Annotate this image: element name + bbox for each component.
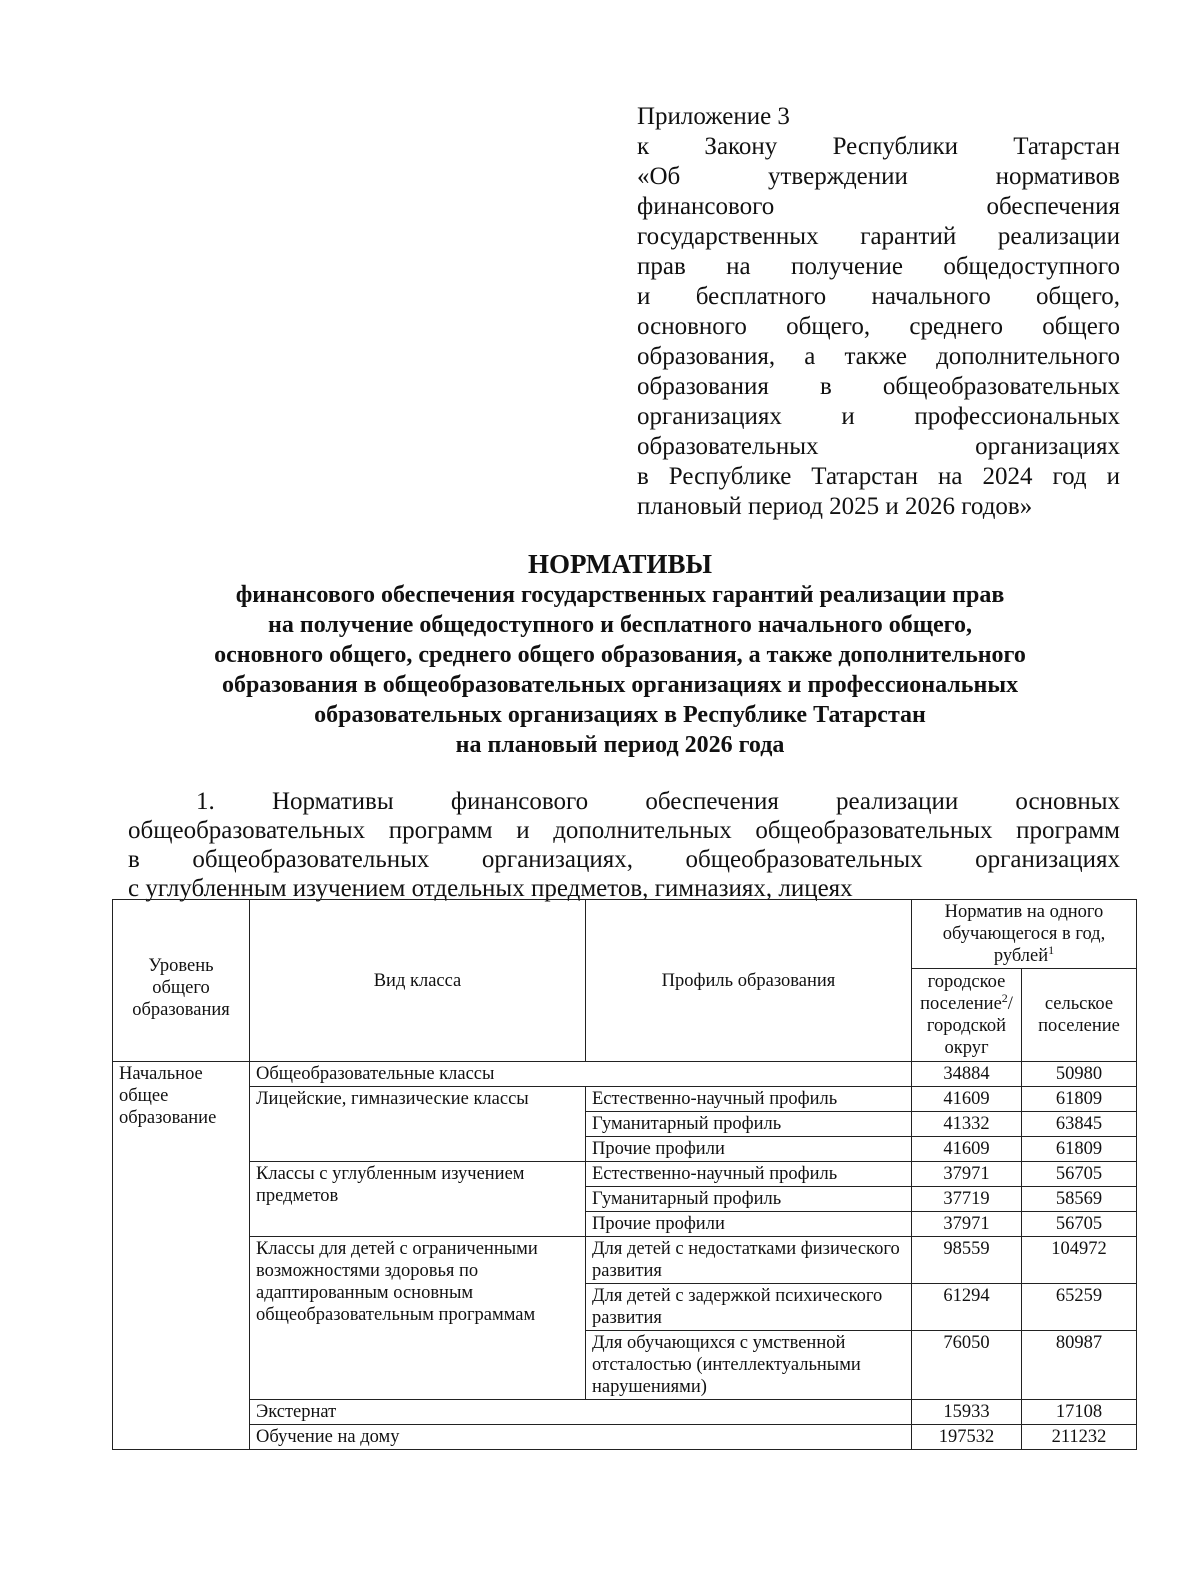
header-rural: сельское поселение [1022,969,1137,1062]
rural-value: 211232 [1022,1425,1137,1450]
rural-value: 104972 [1022,1237,1137,1284]
profile-cell: Гуманитарный профиль [586,1187,912,1212]
document-heading [120,548,1120,760]
urban-value: 37971 [912,1212,1022,1237]
header-profile: Профиль образования [586,900,912,1062]
table-row [113,1162,1137,1187]
table-row [113,1062,1137,1087]
profile-cell: Для детей с недостатками физического развития [586,1237,912,1284]
footnote-mark: 1 [1048,942,1055,957]
subtitle-line: образовательных организациях в Республике Татарстан [314,702,926,728]
footnote-mark: 2 [1001,990,1008,1005]
class-type-cell: Обучение на дому [250,1425,912,1450]
profile-cell: Естественно-научный профиль [586,1162,912,1187]
urban-value: 41332 [912,1112,1022,1137]
rural-value: 80987 [1022,1331,1137,1400]
table-row [113,1237,1137,1284]
rural-value: 56705 [1022,1212,1137,1237]
header-urban [912,969,1022,1062]
urban-value: 41609 [912,1137,1022,1162]
rural-value: 61809 [1022,1137,1137,1162]
profile-cell: Гуманитарный профиль [586,1112,912,1137]
profile-cell: Естественно-научный профиль [586,1087,912,1112]
appendix-line: плановый период 2025 и 2026 годов» [637,493,1033,520]
appendix-line: финансового обеспечения [637,193,1120,220]
urban-value: 15933 [912,1400,1022,1425]
rural-value: 56705 [1022,1162,1137,1187]
class-type-cell: Общеобразовательные классы [250,1062,912,1087]
header-level: Уровень общего образования [113,900,250,1062]
profile-cell: Прочие профили [586,1137,912,1162]
profile-cell: Для детей с задержкой психического развития [586,1284,912,1331]
rural-value: 17108 [1022,1400,1137,1425]
paragraph-line: 1. Нормативы финансового обеспечения реализации основных [196,788,1120,815]
header-urban-a: городское поселение [920,972,1006,1014]
subtitle-line: на получение общедоступного и бесплатного начального общего, [268,612,972,638]
appendix-line: образовательных организациях [637,433,1120,460]
urban-value: 98559 [912,1237,1022,1284]
header-urban-b: / городской округ [926,994,1013,1058]
level-cell: Начальное общее образование [113,1062,250,1450]
appendix-line: организациях и профессиональных [637,403,1120,430]
appendix-line: и бесплатного начального общего, [637,283,1120,310]
rural-value: 65259 [1022,1284,1137,1331]
urban-value: 61294 [912,1284,1022,1331]
header-class-type: Вид класса [250,900,586,1062]
appendix-line: в Республике Татарстан на 2024 год и [637,463,1120,490]
rural-value: 63845 [1022,1112,1137,1137]
profile-cell: Для обучающихся с умственной отсталостью (интеллектуальными нарушениями) [586,1331,912,1400]
rural-value: 58569 [1022,1187,1137,1212]
appendix-line: основного общего, среднего общего [637,313,1120,340]
subtitle-line: основного общего, среднего общего образования, а также дополнительного [214,642,1026,668]
urban-value: 37971 [912,1162,1022,1187]
profile-cell: Прочие профили [586,1212,912,1237]
class-type-cell: Лицейские, гимназические классы [250,1087,586,1162]
table-row [113,1400,1137,1425]
table-row [113,1425,1137,1450]
urban-value: 41609 [912,1087,1022,1112]
subtitle-line: на плановый период 2026 года [455,732,785,758]
document-title: НОРМАТИВЫ [527,549,713,579]
appendix-line: к Закону Республики Татарстан [637,133,1120,160]
urban-value: 76050 [912,1331,1022,1400]
table-row [113,1087,1137,1112]
rural-value: 50980 [1022,1062,1137,1087]
class-type-cell: Классы для детей с ограниченными возможностями здоровья по адаптированным основным общеобразовательным программам [250,1237,586,1400]
appendix-line: «Об утверждении нормативов [637,163,1120,190]
subtitle-line: образования в общеобразовательных организациях и профессиональных [221,672,1019,698]
appendix-line: образования, а также дополнительного [637,343,1120,370]
rural-value: 61809 [1022,1087,1137,1112]
section-1-paragraph [128,787,1120,903]
paragraph-line: общеобразовательных программ и дополнительных общеобразовательных программ [128,817,1120,844]
urban-value: 34884 [912,1062,1022,1087]
table-header-row [113,900,1137,969]
norms-table [112,899,1137,1450]
appendix-block [637,102,1120,522]
appendix-line: государственных гарантий реализации [637,223,1120,250]
paragraph-line: в общеобразовательных организациях, общеобразовательных организациях [128,846,1120,873]
appendix-line: прав на получение общедоступного [637,253,1120,280]
class-type-cell: Классы с углубленным изучением предметов [250,1162,586,1237]
appendix-line: образования в общеобразовательных [637,373,1120,400]
urban-value: 37719 [912,1187,1022,1212]
header-norm-text: Норматив на одного обучающегося в год, рублей [942,902,1106,966]
paragraph-line: с углубленным изучением отдельных предметов, гимназиях, лицеях [128,875,853,902]
urban-value: 197532 [912,1425,1022,1450]
header-norm [912,900,1137,969]
appendix-line: Приложение 3 [637,103,790,130]
subtitle-line: финансового обеспечения государственных гарантий реализации прав [235,582,1005,608]
class-type-cell: Экстернат [250,1400,912,1425]
